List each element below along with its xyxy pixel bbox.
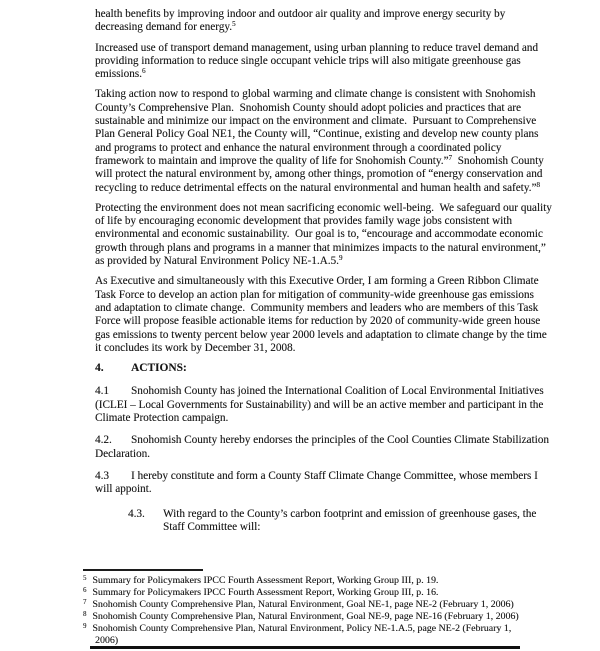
paragraph: Protecting the environment does not mean sacrificing economic well-being. We safeguard our quality of life by encouraging economic development that provides family wage jobs consistent with environmental and economic sustainability. Our goal is to, “encourage and accommodate economic growth through plans and programs in a manner that minimizes impacts to the natural environment,” as provided by Natural Environment Policy NE-1.A.5.$^9$	[95, 201, 552, 268]
action-item	[95, 385, 552, 425]
footnote-ref: 7	[448, 153, 453, 162]
action-item	[95, 434, 552, 461]
paragraph-list	[95, 8, 552, 355]
sub-item	[128, 508, 552, 535]
action-item-text: I hereby constitute and form a County Staff Climate Change Committee, whose members I will appoint.	[95, 469, 538, 496]
footnote: $^9$ Snohomish County Comprehensive Plan, Natural Environment, Policy NE-1.A.5, page NE-2 (February 1, 2006)	[83, 622, 512, 646]
action-item-number: 4.2.	[95, 434, 112, 447]
section-heading-label: ACTIONS:	[131, 362, 187, 375]
footnote-list	[83, 575, 563, 647]
footnote-marker: 8	[83, 610, 87, 618]
paragraph: health benefits by improving indoor and outdoor air quality and improve energy security by decreasing demand for energy.$^5$	[95, 8, 506, 34]
paragraph: As Executive and simultaneously with this Executive Order, I am forming a Green Ribbon Climate Task Force to develop an action plan for mitigation of community-wide greenhouse gas emissions and adaptation to climate change. Community members and leaders who are members of this Task Force will propose feasible actionable items for reduction by 2020 of community-wide green house gas emissions to twenty percent below year 2000 levels and adaptation to climate change by the time it concludes its work by December 31, 2008.	[95, 275, 547, 354]
paragraph: Increased use of transport demand management, using urban planning to reduce travel demand and providing information to reduce single occupant vehicle trips will also mitigate greenhouse gas emissions.$^6$	[95, 41, 538, 81]
action-item-number: 4.3	[95, 469, 109, 482]
footnote: $^8$ Snohomish County Comprehensive Plan, Natural Environment, Goal NE-9, page NE-16 (February 1, 2006)	[83, 610, 519, 622]
footnotes-section	[83, 569, 563, 647]
footnote-separator-rule	[83, 569, 203, 571]
footnote-marker: 6	[83, 586, 87, 594]
section-heading	[95, 362, 552, 375]
footnote-marker: 9	[83, 622, 87, 630]
footnote-marker: 5	[83, 574, 87, 582]
footnote-marker: 7	[83, 598, 87, 606]
action-item-text: Snohomish County has joined the International Coalition of Local Environmental Initiatives (ICLEI – Local Governments for Sustainability) and will be an active member and participant in the Climate Protection campaign.	[95, 385, 544, 425]
body-text	[95, 8, 552, 534]
footnote-ref: 9	[338, 254, 343, 263]
sub-item-text: With regard to the County’s carbon footprint and emission of greenhouse gases, the Staff Committee will:	[163, 507, 537, 533]
page-bottom-rule	[90, 646, 520, 649]
footnote-ref: 6	[141, 67, 146, 76]
action-item-list	[95, 385, 552, 496]
paragraph: Taking action now to respond to global warming and climate change is consistent with Snohomish County’s Comprehensive Plan. Snohomish County should adopt policies and practices that are sustainable and minimize our impact on the environment and climate. Pursuant to Comprehensive Plan General Policy Goal NE1, the County will, “Continue, existing and develop new county plans and programs to protect and enhance the natural environment through a coordinated policy framework to maintain and improve the quality of life for Snohomish County.”$^7$ Snohomish County will protect the natural environment by, among other things, promotion of “energy conservation and recycling to reduce detrimental effects on the natural environmental and human health and safety.”$^8$	[95, 88, 544, 194]
action-item-number: 4.1	[95, 385, 109, 398]
sub-item-number: 4.3.	[128, 507, 145, 520]
footnote-ref: 5	[232, 20, 236, 29]
footnote: $^6$ Summary for Policymakers IPCC Fourth Assessment Report, Working Group III, p. 16.	[83, 586, 439, 598]
action-item	[95, 470, 552, 497]
action-item-text: Snohomish County hereby endorses the principles of the Cool Counties Climate Stabilization Declaration.	[95, 434, 549, 460]
footnote-ref: 8	[536, 180, 541, 189]
footnote: $^7$ Snohomish County Comprehensive Plan, Natural Environment, Goal NE-1, page NE-2 (February 1, 2006)	[83, 598, 514, 610]
section-heading-number: 4.	[95, 362, 104, 375]
footnote: $^5$ Summary for Policymakers IPCC Fourth Assessment Report, Working Group III, p. 19.	[83, 574, 439, 586]
